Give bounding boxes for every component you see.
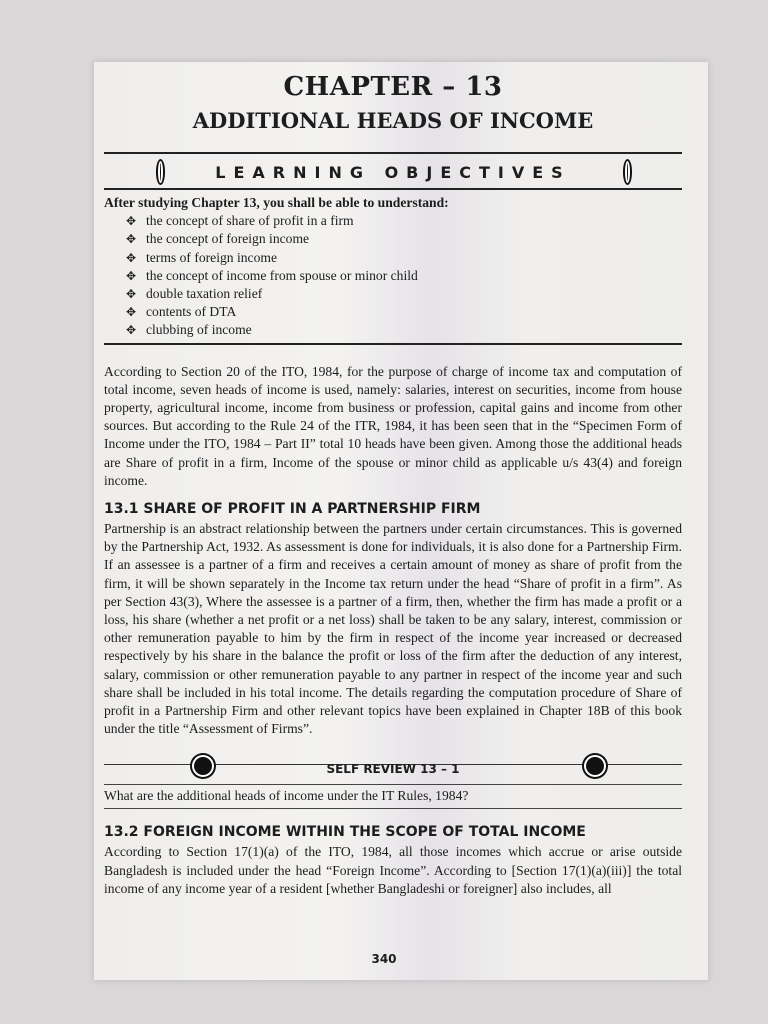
section-heading-13-2: 13.2 FOREIGN INCOME WITHIN THE SCOPE OF TOTAL INCOME <box>104 824 586 841</box>
list-item: ✥ double taxation relief <box>126 285 682 303</box>
self-review-title: SELF REVIEW 13 – 1 <box>326 762 460 777</box>
objectives-intro: After studying Chapter 13, you shall be able to understand: <box>104 195 449 210</box>
objectives-bottom-rule <box>104 343 682 345</box>
learning-objectives-bar <box>104 156 682 188</box>
section-13-2-paragraph: According to Section 17(1)(a) of the ITO, 1984, all those incomes which accrue or arise outside Bangladesh is included under the head “Foreign Income”. According to [Section 17(1)(a)(iii)] the total income of any income year of a resident [whether Bangladeshi or foreigner] also includes, all <box>104 844 682 896</box>
self-review-question: What are the additional heads of income under the IT Rules, 1984? <box>104 788 469 804</box>
list-item: ✥ the concept of income from spouse or minor child <box>126 267 682 285</box>
section-heading-13-1: 13.1 SHARE OF PROFIT IN A PARTNERSHIP FIRM <box>104 501 481 518</box>
list-item: ✥ the concept of share of profit in a firm <box>126 212 682 230</box>
self-review-bottom-rule <box>104 808 682 809</box>
list-item: ✥ terms of foreign income <box>126 249 682 267</box>
bullet-icon: ✥ <box>126 250 137 265</box>
section-13-1-paragraph: Partnership is an abstract relationship between the partners under certain circumstances. This is governed by the Partnership Act, 1932. As assessment is done for individuals, it is also done for a Partnership Firm. If an assessee is a partner of a firm and receives a certain amount of money as share of profit from the firm, it will be shown separately in the Income tax return under the head “Share of profit in a firm”. As per Section 43(3), Where the assessee is a partner of a firm, then, whether the firm has made a profit or a loss, his share (whether a net profit or a net loss) shall be taken to be any salary, interest, commission or other remuneration payable to him by the firm in respect of the income year increased or decreased respectively by his share in the balance the profit or loss of the firm after the deduction of any interest, salary, commission or other remuneration payable to any partner in respect of the income year and such share shall be included in his total income. The details regarding the computation procedure of Share of profit in a Partnership Firm and other relevant topics have been explained in Chapter 18B of this book under the title “Assessment of Firms”. <box>104 521 682 737</box>
chapter-title: ADDITIONAL HEADS OF INCOME <box>192 108 594 133</box>
page-number: 340 <box>371 952 397 966</box>
list-item: ✥ contents of DTA <box>126 303 682 321</box>
bullet-icon: ✥ <box>126 214 137 229</box>
objectives-rule <box>104 188 682 190</box>
bullet-icon: ✥ <box>126 305 137 320</box>
list-item: ✥ the concept of foreign income <box>126 230 682 248</box>
bullet-icon: ✥ <box>126 287 137 302</box>
page-content <box>104 70 682 898</box>
bullet-icon: ✥ <box>126 232 137 247</box>
self-review-bar <box>104 752 682 780</box>
top-rule <box>104 152 682 154</box>
objectives-list <box>126 212 682 339</box>
chapter-heading: CHAPTER – 13 <box>283 72 503 102</box>
bullet-icon: ✥ <box>126 323 137 338</box>
target-icon <box>625 161 630 183</box>
intro-paragraph: According to Section 20 of the ITO, 1984, for the purpose of charge of income tax and computation of total income, seven heads of income is used, namely: salaries, interest on securities, income from house property, agricultural income, income from business or profession, capital gains and income from other sources. But according to the Rule 24 of the ITR, 1984, it has been seen that in the “Specimen Form of Income under the ITO, 1984 – Part II” total 10 heads have been given. Among those the additional heads are Share of profit in a firm, Income of the spouse or minor child as applicable u/s 43(4) and foreign income. <box>104 363 682 488</box>
bullet-icon: ✥ <box>126 268 137 283</box>
list-item: ✥ clubbing of income <box>126 321 682 339</box>
learning-objectives-label: LEARNING OBJECTIVES <box>215 162 571 182</box>
target-icon <box>158 161 163 183</box>
